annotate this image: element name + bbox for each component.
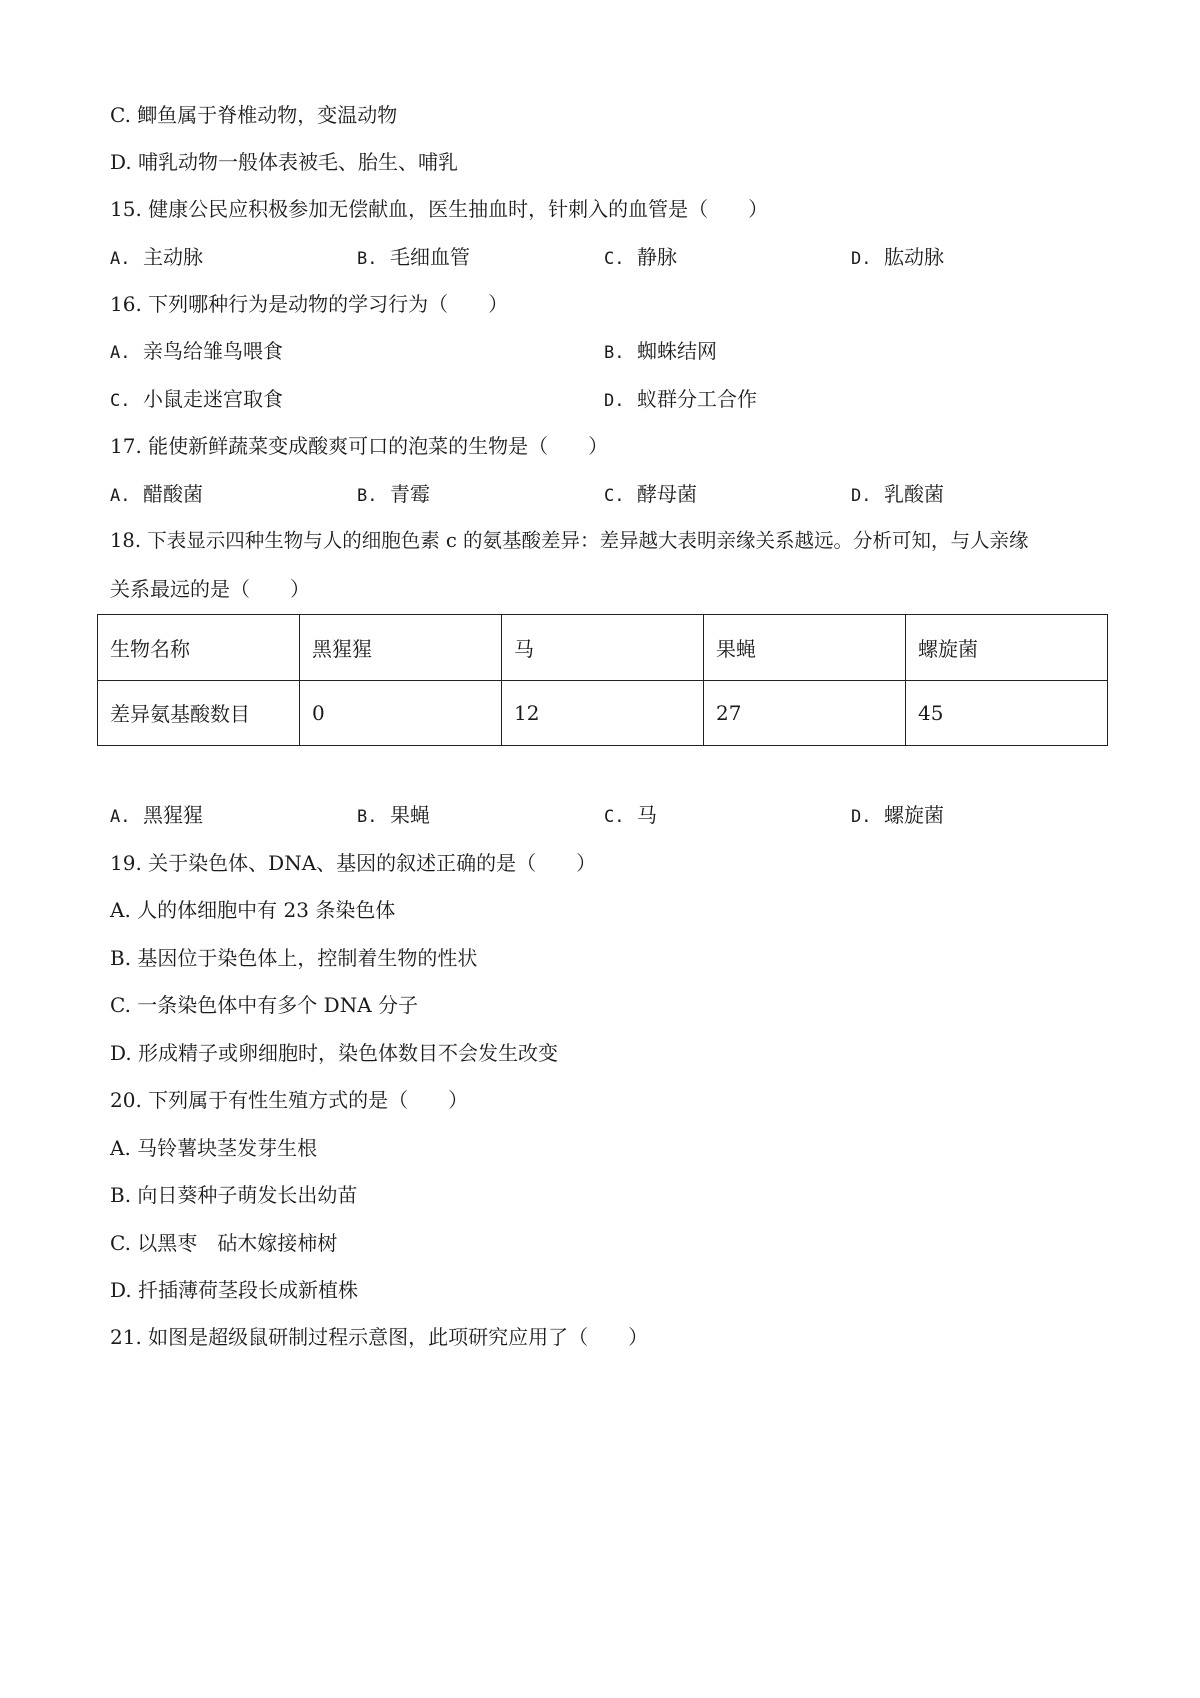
q19-option-c: C. 一条染色体中有多个 DNA 分子	[110, 993, 418, 1017]
q18-option-a: A. 黑猩猩	[110, 803, 203, 827]
q20-option-b: B. 向日葵种子萌发长出幼苗	[110, 1183, 358, 1207]
q16-option-d: D. 蚁群分工合作	[604, 387, 757, 411]
q20-option-c: C. 以黑枣 砧木嫁接柿树	[110, 1231, 338, 1255]
q15-option-a: A. 主动脉	[110, 245, 203, 269]
q18-option-b: B. 果蝇	[357, 803, 430, 827]
q15-option-b: B. 毛细血管	[357, 245, 470, 269]
amino-acid-table	[97, 614, 1108, 746]
q17-option-b: B. 青霉	[357, 482, 430, 506]
question-17: 17. 能使新鲜蔬菜变成酸爽可口的泡菜的生物是（ ）	[110, 434, 609, 458]
q18-option-d: D. 螺旋菌	[851, 803, 944, 827]
q20-option-d: D. 扦插薄荷茎段长成新植株	[110, 1278, 359, 1302]
q17-option-a: A. 醋酸菌	[110, 482, 203, 506]
table-cell: 45	[906, 680, 1108, 746]
q19-option-b: B. 基因位于染色体上，控制着生物的性状	[110, 946, 478, 970]
table-row	[98, 680, 1108, 746]
question-16: 16. 下列哪种行为是动物的学习行为（ ）	[110, 292, 509, 316]
q17-option-d: D. 乳酸菌	[851, 482, 944, 506]
table-cell: 生物名称	[98, 615, 300, 681]
q16-option-c: C. 小鼠走迷宫取食	[110, 387, 283, 411]
q15-options	[0, 243, 1200, 271]
table-cell: 马	[502, 615, 704, 681]
question-18-line1: 18. 下表显示四种生物与人的细胞色素 c 的氨基酸差异：差异越大表明亲缘关系越远。分析可知，与人亲缘	[110, 529, 1029, 552]
table-cell: 0	[300, 680, 502, 746]
table-cell: 螺旋菌	[906, 615, 1108, 681]
table-cell: 12	[502, 680, 704, 746]
q16-option-a: A. 亲鸟给雏鸟喂食	[110, 339, 283, 363]
q18-options	[0, 801, 1200, 829]
q17-options	[0, 480, 1200, 508]
q17-option-c: C. 酵母菌	[604, 482, 697, 506]
question-21: 21. 如图是超级鼠研制过程示意图，此项研究应用了（ ）	[110, 1325, 649, 1349]
table-cell: 黑猩猩	[300, 615, 502, 681]
table-cell: 27	[704, 680, 906, 746]
q16-options-row1	[0, 337, 1200, 365]
q18-option-c: C. 马	[604, 803, 657, 827]
q16-option-b: B. 蜘蛛结网	[604, 339, 717, 363]
q19-option-d: D. 形成精子或卵细胞时，染色体数目不会发生改变	[110, 1041, 559, 1065]
question-19: 19. 关于染色体、DNA、基因的叙述正确的是（ ）	[110, 851, 597, 875]
question-15: 15. 健康公民应积极参加无偿献血，医生抽血时，针刺入的血管是（ ）	[110, 197, 769, 221]
q15-option-c: C. 静脉	[604, 245, 677, 269]
q14-option-c: C. 鲫鱼属于脊椎动物，变温动物	[110, 103, 398, 127]
q16-options-row2	[0, 385, 1200, 413]
table-row	[98, 615, 1108, 681]
question-18-line2: 关系最远的是（ ）	[110, 577, 310, 601]
q14-option-d: D. 哺乳动物一般体表被毛、胎生、哺乳	[110, 150, 459, 174]
q19-option-a: A. 人的体细胞中有 23 条染色体	[110, 898, 396, 922]
question-20: 20. 下列属于有性生殖方式的是（ ）	[110, 1088, 469, 1112]
table-cell: 果蝇	[704, 615, 906, 681]
table-cell: 差异氨基酸数目	[98, 680, 300, 746]
q20-option-a: A. 马铃薯块茎发芽生根	[110, 1136, 318, 1160]
q15-option-d: D. 肱动脉	[851, 245, 944, 269]
